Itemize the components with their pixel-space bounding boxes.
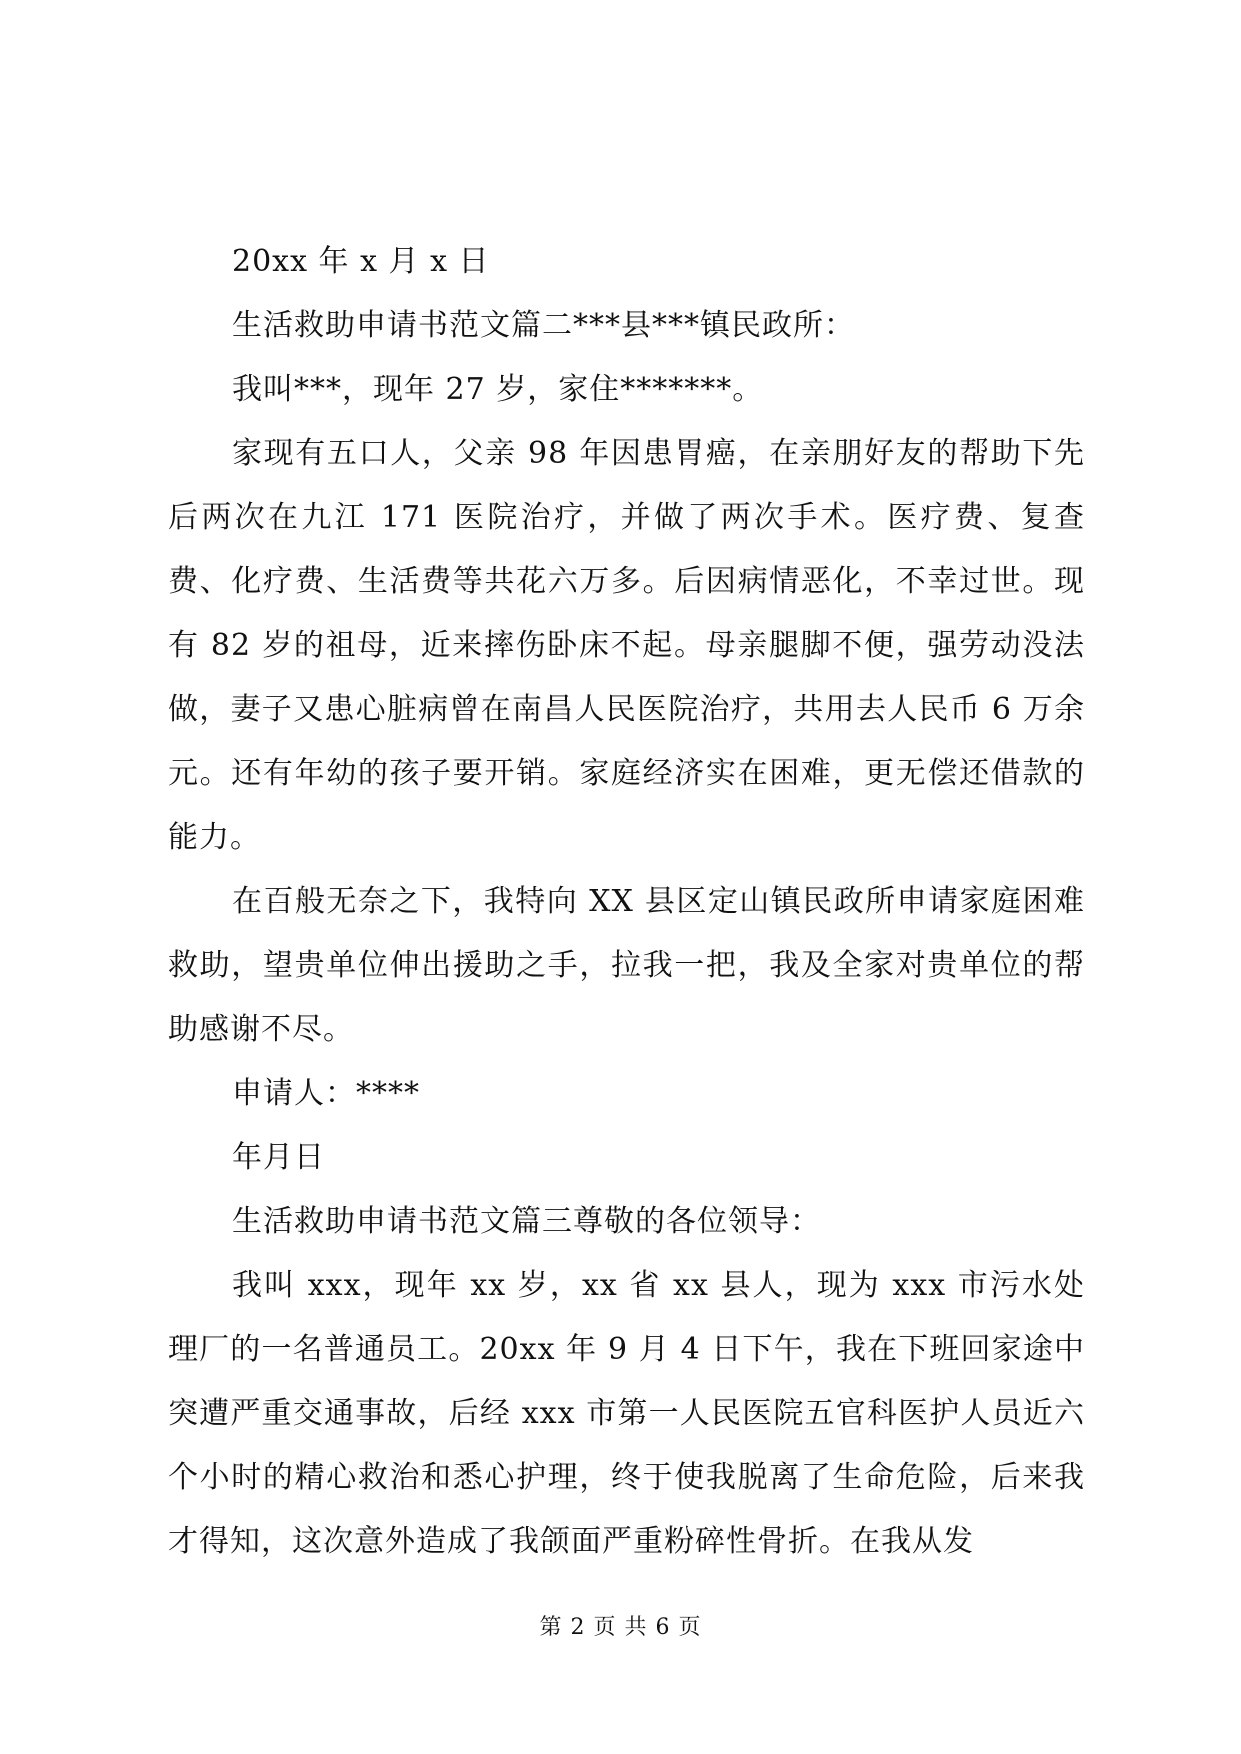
intro-paragraph: 我叫***，现年 27 岁，家住*******。 xyxy=(232,372,764,407)
date-line: 20xx 年 x 月 x 日 xyxy=(232,244,490,279)
page-number-footer: 第 2 页 共 6 页 xyxy=(539,1615,702,1640)
section-heading-three: 生活救助申请书范文篇三尊敬的各位领导： xyxy=(232,1204,821,1239)
section-heading-two: 生活救助申请书范文篇二***县***镇民政所： xyxy=(232,308,855,343)
signature-date-line: 年月日 xyxy=(232,1140,325,1175)
document-body xyxy=(168,230,1085,1574)
request-paragraph: 在百般无奈之下，我特向 XX 县区定山镇民政所申请家庭困难救助，望贵单位伸出援助之手，拉我一把，我及全家对贵单位的帮助感谢不尽。 xyxy=(168,884,1085,1047)
accident-paragraph: 我叫 xxx，现年 xx 岁，xx 省 xx 县人，现为 xxx 市污水处理厂的一名普通员工。20xx 年 9 月 4 日下午，我在下班回家途中突遭严重交通事故，后经 xxx 市第一人民医院五官科医护人员近六个小时的精心救治和悉心护理，终于使我脱离了生命危险，后来我才得知，这次意外造成了我颌面严重粉碎性骨折。在我从发 xyxy=(168,1268,1085,1559)
applicant-line: 申请人：**** xyxy=(232,1076,420,1111)
family-situation-paragraph: 家现有五口人，父亲 98 年因患胃癌，在亲朋好友的帮助下先后两次在九江 171 医院治疗，并做了两次手术。医疗费、复查费、化疗费、生活费等共花六万多。后因病情恶化，不幸过世。现有 82 岁的祖母，近来摔伤卧床不起。母亲腿脚不便，强劳动没法做，妻子又患心脏病曾在南昌人民医院治疗，共用去人民币 6 万余元。还有年幼的孩子要开销。家庭经济实在困难，更无偿还借款的能力。 xyxy=(168,436,1085,855)
